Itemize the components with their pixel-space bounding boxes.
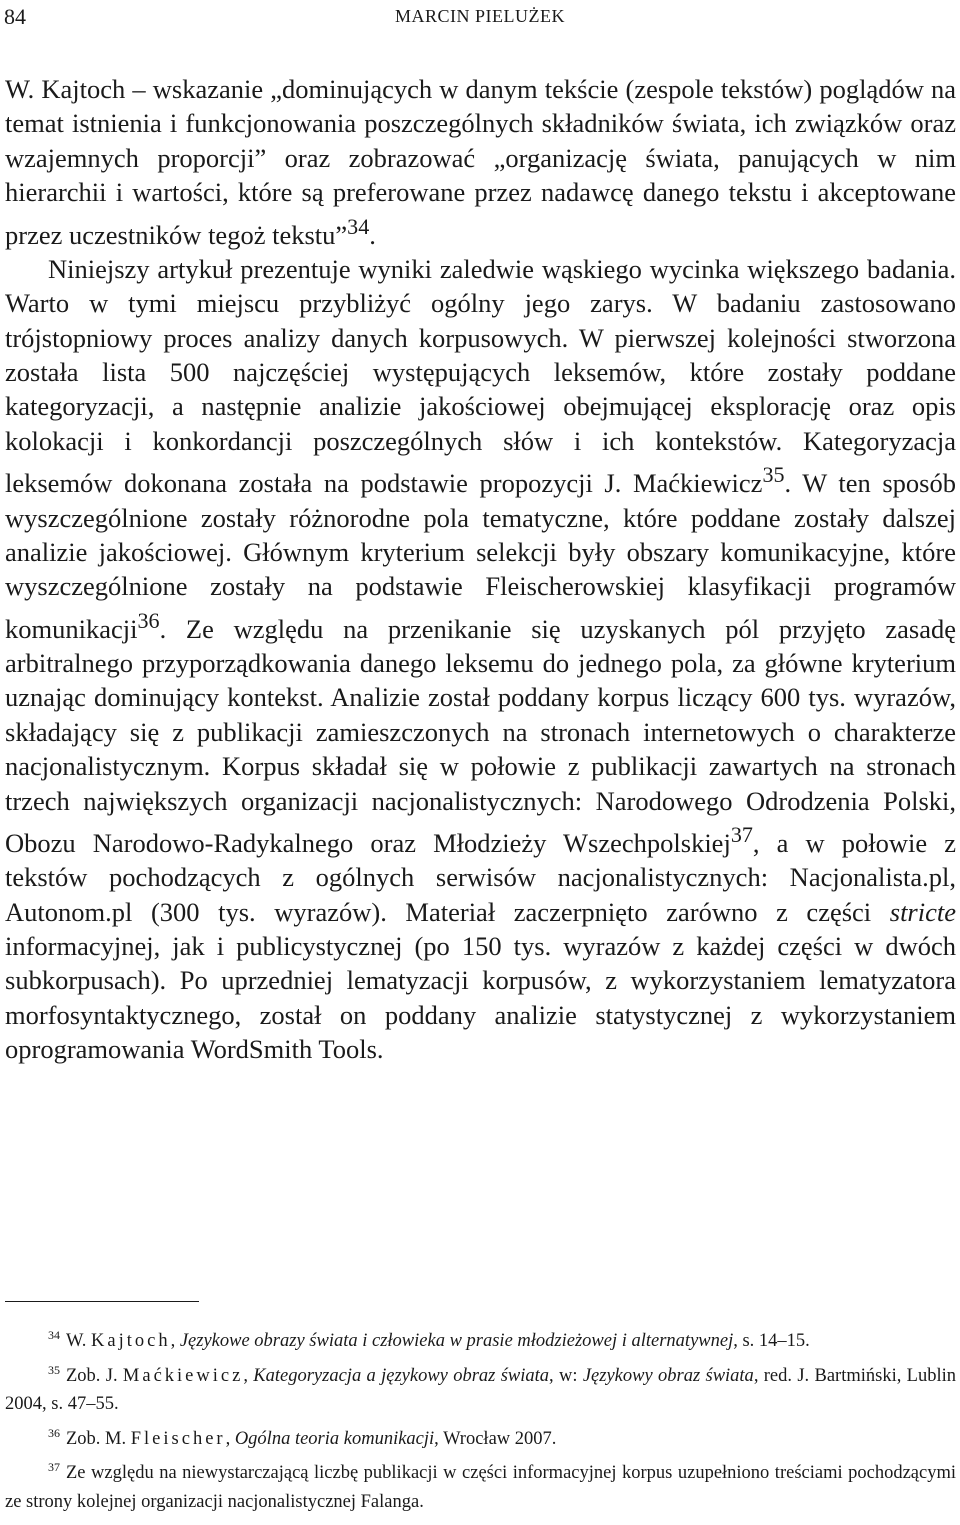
work-title: Ogólna teoria komunikacji (234, 1428, 435, 1449)
author-surname: Fleischer (130, 1428, 226, 1449)
footnote-text: , (243, 1365, 254, 1386)
footnote-separator (5, 1301, 199, 1302)
footnote-37 (5, 1453, 956, 1516)
footnote-number: 35 (48, 1362, 60, 1377)
page-header (0, 4, 960, 34)
footnote-text: , s. 14–15. (733, 1331, 810, 1351)
paragraph-text: informacyjnej, jak i publicystycznej (po 150 tys. wyrazów z każdej części w dwóch subkorpusach). Po uprzedniej lematyzacji korpusów, z wykorzystaniem lematyzatora morfosyntaktycznego, został on poddany analizie statystycznej z wykorzystaniem oprogramowania WordSmith Tools. (5, 931, 956, 1065)
author-surname: Kajtoch (91, 1331, 171, 1351)
footnote-ref-35[interactable]: 35 (762, 462, 785, 488)
footnotes (5, 1321, 956, 1517)
footnote-text: W. (66, 1331, 92, 1351)
footnote-text: Zob. M. (66, 1428, 131, 1449)
work-title: Kategoryzacja a językowy obraz świata (253, 1365, 550, 1386)
paragraph-2 (5, 252, 956, 1067)
paragraph-text: . W ten sposób wyszczególnione zostały różnorodne pola tematyczne, które poddane zostały dalszej analizie jakościowej. Głównym kryterium selekcji były obszary komunikacyjne, które wyszczególnione zostały na podstawie Fleischerowskiej klasyfikacji programów komunikacji (5, 468, 956, 644)
page-number: 84 (4, 4, 26, 29)
footnote-number: 36 (48, 1425, 60, 1440)
italic-term: stricte (889, 896, 956, 927)
footnote-ref-34[interactable]: 34 (347, 213, 370, 239)
running-head-author: MARCIN PIELUŻEK (395, 6, 565, 26)
paragraph-text: Niniejszy artykuł prezentuje wyniki zaledwie wąskiego wycinka większego badania. Warto w tymi miejscu przybliżyć ogólny jego zarys. W badaniu zastosowano trójstopniowy proces analizy danych korpusowych. W pierwszej kolejności stworzona została lista 500 najczęściej występujących leksemów, które zostały poddane kategoryzacji, a następnie analizie jakościowej obejmującej eksplorację oraz opis kolokacji i konkordancji poszczególnych słów i ich kontekstów. Kategoryzacja leksemów dokonana została na podstawie propozycji J. Maćkiewicz (5, 253, 956, 499)
paragraph-text: W. Kajtoch – wskazanie „dominujących w danym tekście (zespole tekstów) poglądów na temat istnienia i funkcjonowania poszczególnych składników świata, ich związków oraz wzajemnych proporcji” oraz zobrazować „organizację świata, panujących w nim hierarchii i wartości, które są preferowane przez nadawcę danego tekstu i akceptowane przez uczestników tegoż tekstu” (5, 74, 956, 250)
footnote-number: 34 (48, 1328, 60, 1342)
footnote-text: , red. J. Bartmiński, Lublin 2004, s. 47–55. (5, 1365, 957, 1415)
footnote-34 (5, 1321, 956, 1356)
footnote-text: , Wrocław 2007. (434, 1428, 557, 1449)
paragraph-text: , a w połowie z tekstów pochodzących z ogólnych serwisów nacjonalistycznych: Nacjonalista.pl, Autonom.pl (300 tys. wyrazów). Materiał zaczerpnięto zarówno z części (5, 827, 956, 927)
footnote-ref-37[interactable]: 37 (730, 822, 753, 848)
work-title: Językowe obrazy świata i człowieka w prasie młodzieżowej i alternatywnej (179, 1331, 734, 1351)
footnote-text: , (170, 1331, 180, 1351)
footnote-number: 37 (48, 1460, 60, 1475)
work-title: Językowy obraz świata (582, 1365, 754, 1386)
footnote-35 (5, 1356, 956, 1419)
author-surname: Maćkiewicz (122, 1365, 244, 1386)
paragraph-text: . (369, 219, 376, 250)
paragraph-text: . Ze względu na przenikanie się uzyskanych pól przyjęto zasadę arbitralnego przyporządkowania danego leksemu do jednego pola, za główne kryterium uznając dominujący kontekst. Analizie został poddany korpus liczący 600 tys. wyrazów, składający się z publikacji zamieszczonych na stronach internetowych o charakterze nacjonalistycznym. Korpus składał się w połowie z publikacji zawartych na stronach trzech największych organizacji nacjonalistycznych: Narodowego Odrodzenia Polski, Obozu Narodowo-Radykalnego oraz Młodzieży Wszechpolskiej (5, 613, 956, 858)
body-text (5, 72, 956, 1067)
paragraph-1 (5, 72, 956, 252)
footnote-text: , w: (549, 1365, 583, 1386)
footnote-ref-36[interactable]: 36 (137, 607, 160, 633)
footnote-36 (5, 1419, 956, 1454)
footnote-text: Zob. J. (66, 1365, 123, 1386)
footnote-text: Ze względu na niewystarczającą liczbę publikacji w części informacyjnej korpus uzupełniono treściami pochodzącymi ze strony kolejnej organizacji nacjonalistycznej Falanga. (5, 1463, 956, 1512)
footnote-text: , (225, 1428, 235, 1449)
